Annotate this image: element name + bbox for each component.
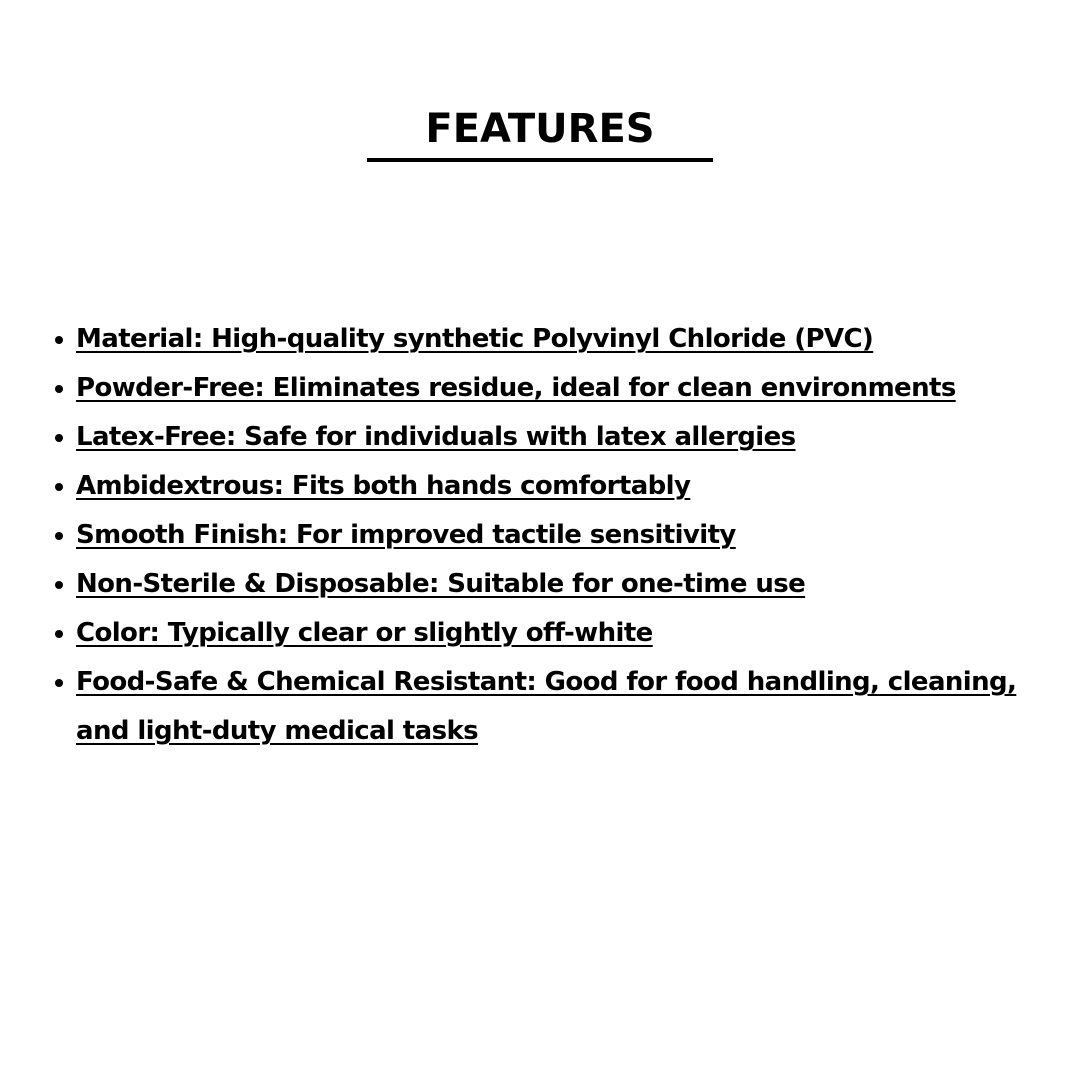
feature-item-ambidextrous — [0, 462, 1080, 511]
feature-text: Powder-Free: Eliminates residue, ideal for clean environments — [76, 373, 956, 403]
bullet-icon — [55, 434, 63, 442]
feature-text: Color: Typically clear or slightly off-white — [76, 618, 653, 648]
feature-text: Latex-Free: Safe for individuals with latex allergies — [76, 422, 796, 452]
bullet-icon — [55, 336, 63, 344]
feature-item-smooth-finish — [0, 511, 1080, 560]
feature-text: Ambidextrous: Fits both hands comfortably — [76, 471, 691, 501]
bullet-icon — [55, 630, 63, 638]
feature-item-food-safe — [0, 658, 1080, 756]
bullet-icon — [55, 385, 63, 393]
feature-text: Non-Sterile & Disposable: Suitable for one-time use — [76, 569, 806, 599]
bullet-icon — [55, 581, 63, 589]
bullet-icon — [55, 679, 63, 687]
feature-item-color — [0, 609, 1080, 658]
features-heading: FEATURES — [425, 106, 655, 152]
bullet-icon — [55, 532, 63, 540]
feature-item-latex-free — [0, 413, 1080, 462]
feature-item-material — [0, 315, 1080, 364]
heading-underline — [367, 158, 713, 162]
feature-item-powder-free — [0, 364, 1080, 413]
bullet-icon — [55, 483, 63, 491]
feature-text: Food-Safe & Chemical Resistant: Good for food handling, cleaning, and light-duty medical tasks — [76, 667, 1017, 746]
feature-item-non-sterile — [0, 560, 1080, 609]
features-list — [0, 315, 1080, 756]
feature-text: Smooth Finish: For improved tactile sensitivity — [76, 520, 736, 550]
feature-text: Material: High-quality synthetic Polyvinyl Chloride (PVC) — [76, 324, 874, 354]
